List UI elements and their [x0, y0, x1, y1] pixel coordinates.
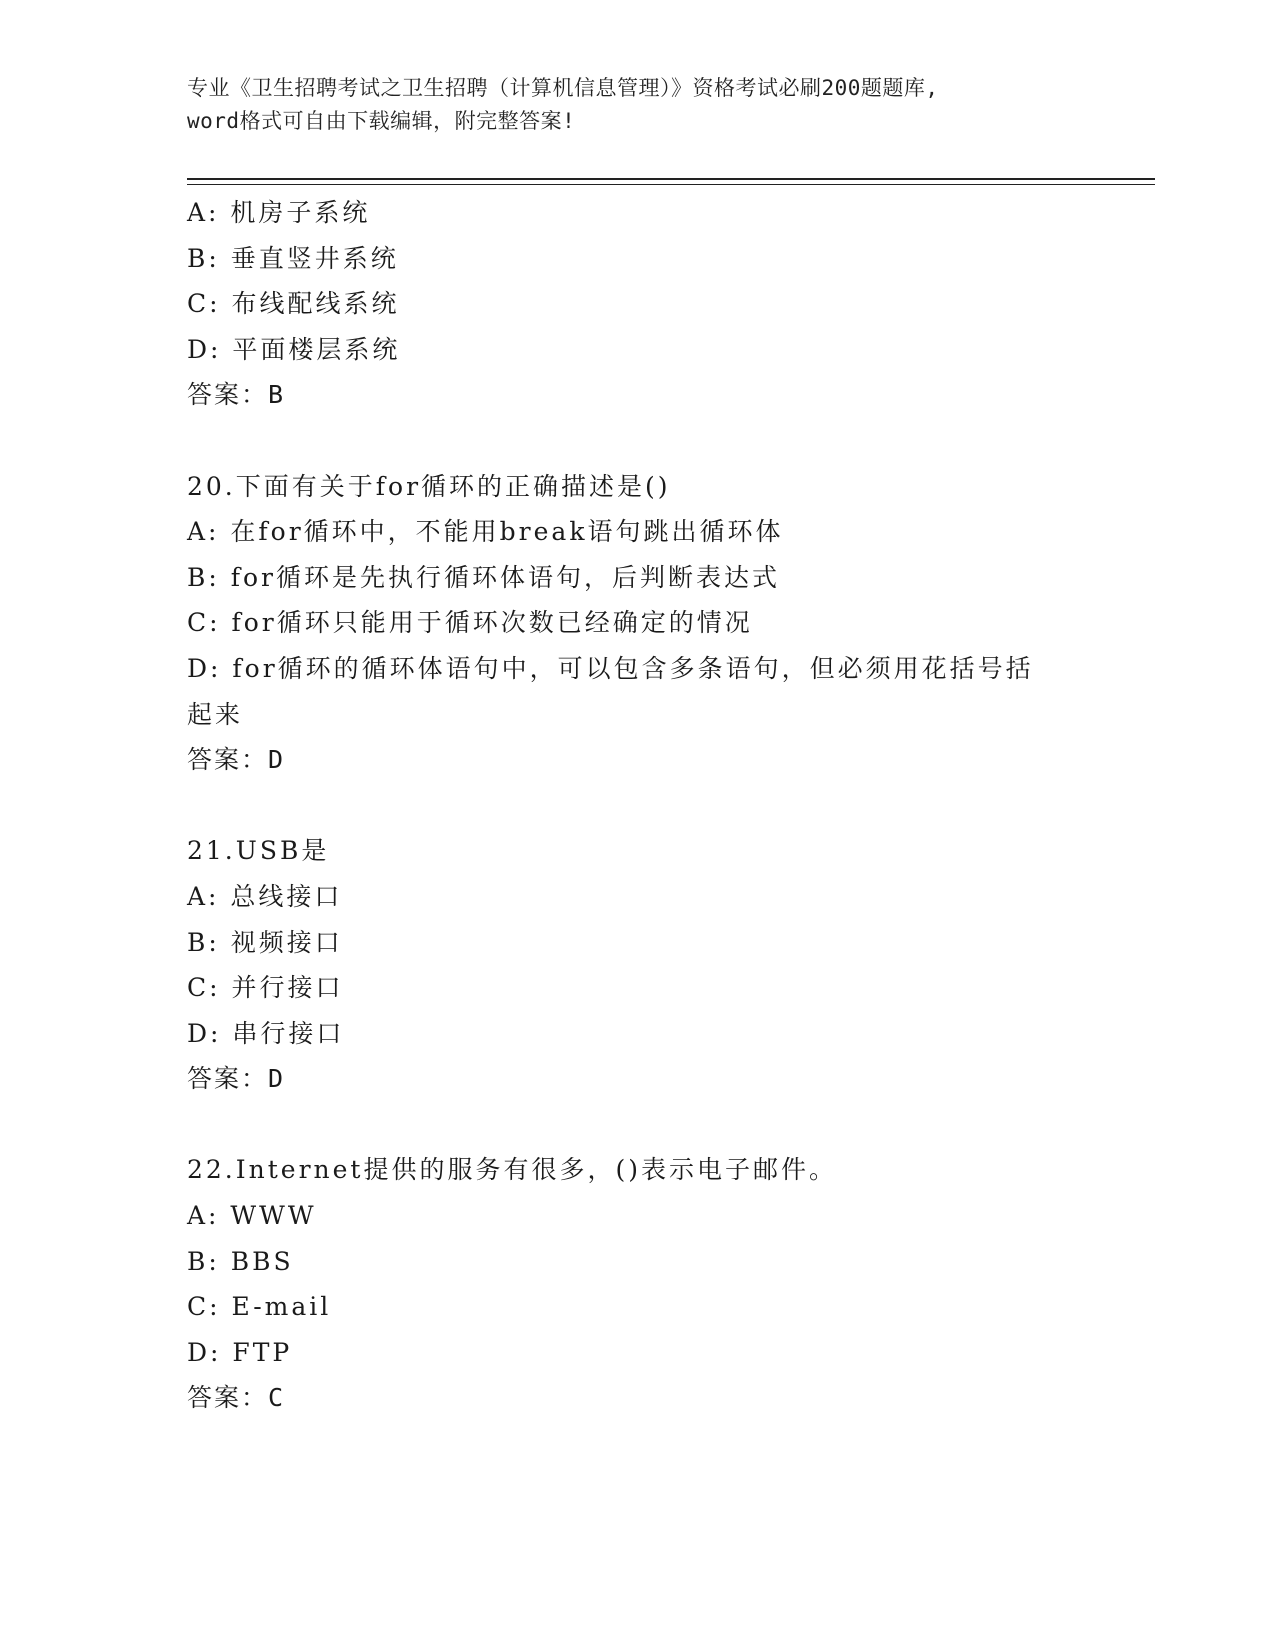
document-header	[187, 72, 1087, 138]
option-d: D: 平面楼层系统	[187, 334, 401, 364]
option-b: B: 视频接口	[187, 927, 343, 957]
option-a: A: 在for循环中，不能用break语句跳出循环体	[187, 517, 784, 547]
header-divider	[187, 178, 1155, 185]
header-title-line-2: word格式可自由下载编辑，附完整答案!	[187, 109, 576, 133]
question-20	[187, 464, 1147, 783]
question-list	[187, 190, 1147, 1421]
option-c: C: for循环只能用于循环次数已经确定的情况	[187, 608, 753, 638]
option-d: D: for循环的循环体语句中，可以包含多条语句，但必须用花括号括	[187, 653, 1034, 683]
option-d-continuation: 起来	[187, 699, 244, 729]
question-spacer	[187, 783, 1147, 829]
option-c: C: 布线配线系统	[187, 289, 400, 319]
option-a: A: 机房子系统	[187, 198, 371, 227]
answer-line: 答案：D	[187, 745, 286, 775]
question-22	[187, 1147, 1147, 1421]
answer-line: 答案：C	[187, 1383, 286, 1413]
option-b: B: BBS	[187, 1246, 294, 1276]
option-b: B: 垂直竖井系统	[187, 243, 399, 273]
option-d: D: FTP	[187, 1337, 293, 1367]
question-19-tail	[187, 190, 1147, 418]
question-stem: 22.Internet提供的服务有很多，()表示电子邮件。	[187, 1155, 837, 1185]
answer-line: 答案：D	[187, 1064, 286, 1094]
option-c: C: E-mail	[187, 1292, 332, 1322]
question-stem: 20.下面有关于for循环的正确描述是()	[187, 471, 671, 501]
option-c: C: 并行接口	[187, 973, 344, 1003]
option-a: A: 总线接口	[187, 881, 343, 911]
question-spacer	[187, 1102, 1147, 1148]
question-spacer	[187, 418, 1147, 464]
option-a: A: WWW	[187, 1201, 317, 1231]
option-d: D: 串行接口	[187, 1018, 345, 1048]
question-21	[187, 828, 1147, 1102]
header-title-line-1: 专业《卫生招聘考试之卫生招聘（计算机信息管理）》资格考试必刷200题题库,	[187, 76, 939, 100]
answer-line: 答案：B	[187, 380, 286, 410]
option-b: B: for循环是先执行循环体语句，后判断表达式	[187, 562, 780, 592]
question-stem: 21.USB是	[187, 836, 330, 866]
